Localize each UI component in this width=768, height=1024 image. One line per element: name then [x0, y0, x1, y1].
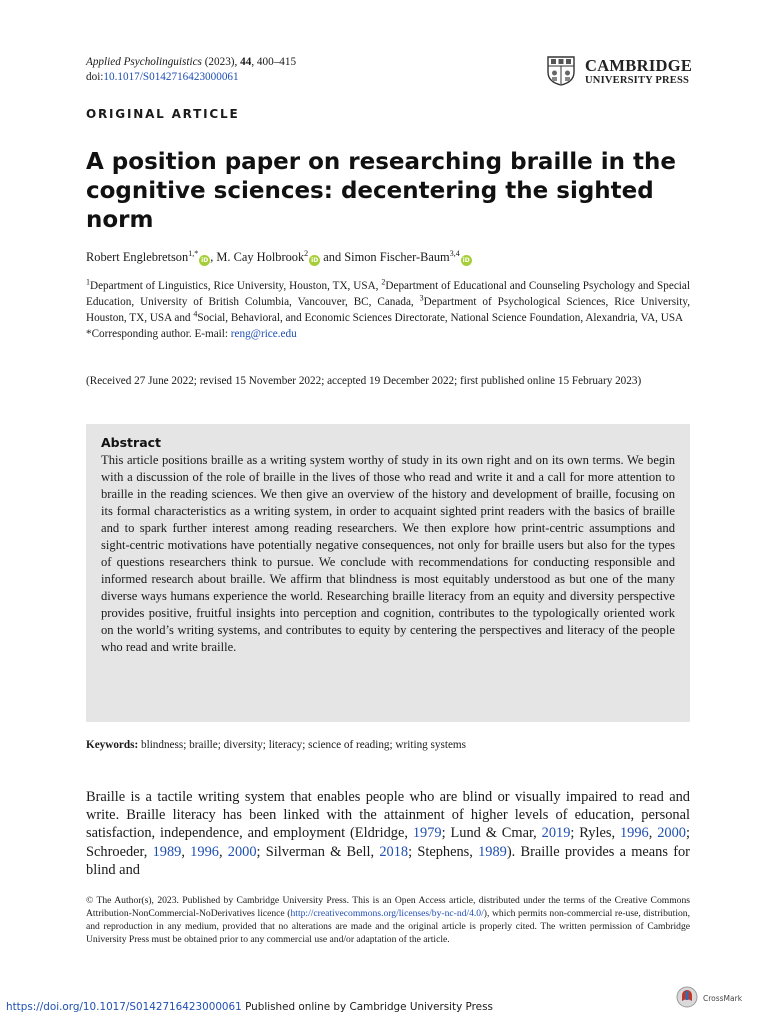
affil-sup: 4: [193, 309, 198, 319]
crossmark-icon: [676, 986, 698, 1008]
publisher-name: CAMBRIDGE: [585, 56, 693, 75]
page-footer: [6, 1001, 493, 1013]
doi-link[interactable]: 10.1017/S0142716423000061: [103, 71, 239, 83]
body-text-run: ; Ryles,: [570, 825, 620, 842]
body-text-run: ,: [648, 825, 658, 842]
citation-link[interactable]: 2018: [379, 843, 409, 860]
journal-citation: [86, 55, 296, 85]
keywords-label: Keywords:: [86, 739, 139, 751]
citation-link[interactable]: 2000: [227, 843, 257, 860]
affiliation: Department of Linguistics, Rice University, Houston, TX, USA,: [90, 280, 382, 292]
affiliation: Social, Behavioral, and Economic Sciences Directorate, National Science Foundation, Alexandria, VA, USA: [197, 312, 684, 324]
author-separator: ,: [210, 250, 217, 264]
article-title: A position paper on researching braille in the cognitive sciences: decentering the sighted norm: [86, 149, 676, 233]
body-text-run: ; Silverman & Bell,: [256, 843, 380, 860]
footer-doi-link[interactable]: https://doi.org/10.1017/S0142716423000061: [6, 1001, 242, 1013]
doi-prefix: doi:: [86, 71, 104, 83]
body-text-run: ). Braille provides a means for blind and: [86, 843, 690, 878]
crossmark-label: CrossMark: [703, 994, 743, 1003]
citation-link[interactable]: 1996: [190, 843, 219, 860]
journal-year: (2023),: [201, 56, 241, 68]
affil-sup: 3: [419, 293, 424, 303]
orcid-icon[interactable]: iD: [201, 257, 209, 264]
orcid-icon[interactable]: iD: [462, 257, 470, 264]
citation-link[interactable]: 1979: [412, 825, 442, 842]
body-text-run: ; Stephens,: [408, 843, 479, 860]
author-separator: and: [320, 250, 345, 264]
corresponding-author: *Corresponding author. E-mail:: [86, 328, 231, 340]
affil-sup: 1: [86, 277, 90, 287]
author-name: Simon Fischer-Baum: [344, 250, 450, 264]
affiliations: [86, 278, 690, 342]
abstract-text: This article positions braille as a writing system worthy of study in its own right and on its own terms. We begin with a discussion of the role of braille in the lives of those who read and write it and a call for more attention to braille in the reading sciences. We then give an overview of the history and development of braille, focusing on its formal characteristics as a writing system, in order to acquaint sighted print readers with the basics of braille and to spark further interest among reading researchers. We then explore how print-centric assumptions and sight-centric motivations have potentially negative consequences, not only for braille users but also for the types of questions researchers think to pursue. We conclude with recommendations for conducting responsible and informed research about braille. We affirm that blindness is most equitably understood as but one of the many diverse ways humans experience the world. Researching braille literacy from an equity and diversity perspective provides positive, fruitful insights into perception and cognition, contributes to the typologically oriented work on the world’s writing systems, and contributes to equity by centering the perspectives and literacy of the people who read and write braille.: [101, 453, 675, 654]
crossmark-badge[interactable]: [676, 986, 766, 1010]
affiliation: Department of Psychological Sciences, Rice University, Houston, TX, USA and: [86, 296, 690, 324]
citation-link[interactable]: 1989: [152, 843, 182, 860]
author-sup: 3,4: [449, 248, 460, 258]
citation-link[interactable]: 1989: [478, 843, 507, 860]
footer-text: Published online by Cambridge University Press: [241, 1001, 493, 1013]
email-link[interactable]: reng@rice.edu: [230, 328, 297, 340]
body-text-run: Braille is a tactile writing system that enables people who are blind or visually impaired to read and write. Braille literacy has been linked with the attainment of higher levels of education, personal satisfaction, independence, and employment (Eldridge,: [86, 789, 690, 842]
author-sup: 1,*: [188, 248, 199, 258]
abstract-heading: Abstract: [101, 435, 162, 450]
received-dates: (Received 27 June 2022; revised 15 November 2022; accepted 19 December 2022; first published online 15 February 2023): [86, 375, 642, 387]
affil-sup: 2: [381, 277, 386, 287]
publisher-subname: UNIVERSITY PRESS: [585, 75, 690, 86]
citation-link[interactable]: 2000: [657, 825, 686, 842]
keywords: [86, 739, 466, 751]
affiliation: Department of Educational and Counseling Psychology and Special Education, University of British Columbia, Vancouver, BC, Canada,: [86, 280, 690, 308]
journal-name: Applied Psycholinguistics: [86, 56, 202, 68]
cambridge-logo: [547, 56, 692, 88]
article-type: ORIGINAL ARTICLE: [86, 107, 240, 121]
body-text-run: ,: [181, 843, 191, 860]
author-sup: 2: [304, 248, 309, 258]
author-name: M. Cay Holbrook: [216, 250, 305, 264]
license-notice: [86, 894, 690, 946]
journal-pages: , 400–415: [251, 56, 297, 68]
journal-volume: 44: [240, 56, 252, 68]
citation-link[interactable]: 2019: [541, 825, 571, 842]
license-link[interactable]: http://creativecommons.org/licenses/by-nc-nd/4.0/: [290, 908, 484, 919]
license-text: © The Author(s), 2023. Published by Cambridge University Press. This is an Open Access article, distributed under the terms of the Creative Commons Attribution-NonCommercial-NoDerivatives licence (: [86, 895, 690, 919]
cambridge-crest-icon: [547, 56, 575, 86]
body-text-run: ; Lund & Cmar,: [441, 825, 542, 842]
keywords-list: blindness; braille; diversity; literacy; science of reading; writing systems: [138, 739, 466, 751]
body-paragraph: [86, 788, 690, 879]
license-text: ), which permits non-commercial re-use, distribution, and reproduction in any medium, provided that no alterations are made and the original article is properly cited. The written permission of Cambridge University Press must be obtained prior to any commercial use and/or adaptation of the article.: [86, 908, 690, 945]
author-name: Robert Englebretson: [86, 250, 189, 264]
author-list: [86, 250, 472, 266]
orcid-icon[interactable]: iD: [311, 257, 319, 264]
body-text-run: ,: [218, 843, 228, 860]
citation-link[interactable]: 1996: [619, 825, 649, 842]
body-text-run: ; Schroeder,: [86, 825, 690, 860]
